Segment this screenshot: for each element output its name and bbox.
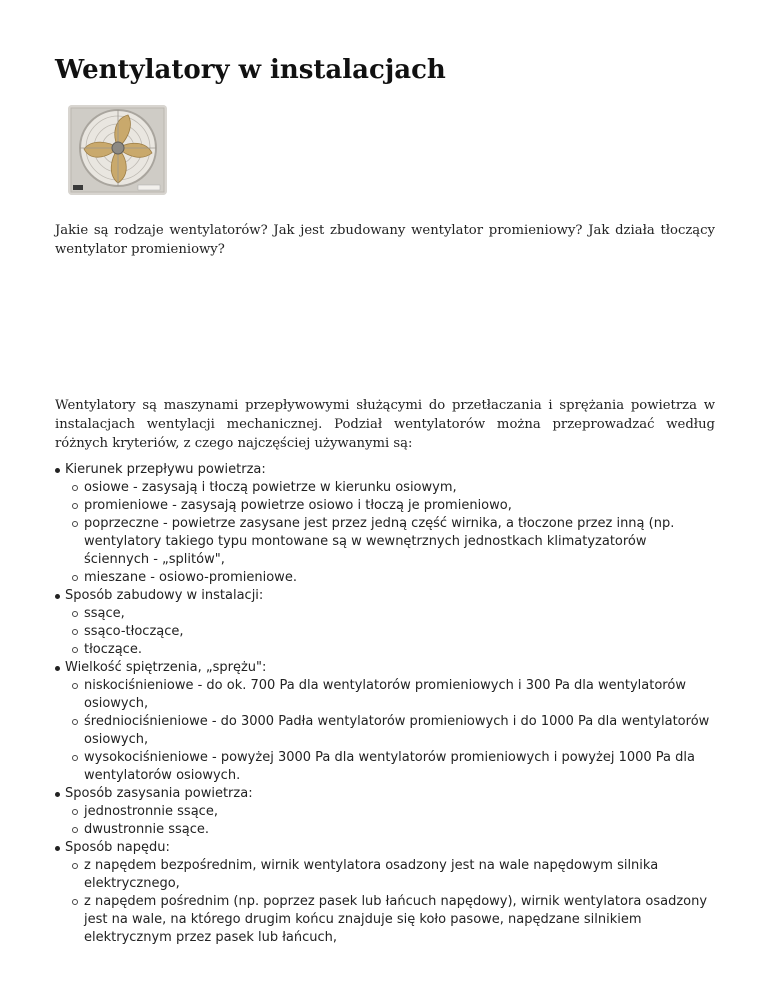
- sublist-item: jednostronnie ssące,: [65, 803, 715, 821]
- sublist: [65, 605, 715, 659]
- sublist-item: wysokociśnieniowe - powyżej 3000 Pa dla wentylatorów promieniowych i powyżej 1000 Pa dla wentylatorów osiowych.: [65, 749, 715, 785]
- criteria-list: [55, 461, 715, 947]
- sublist: [65, 857, 715, 947]
- criteria-label: Sposób napędu:: [65, 840, 170, 855]
- sublist-item: poprzeczne - powietrze zasysane jest przez jedną część wirnika, a tłoczone przez inną (np. wentylatory takiego typu montowane są w wewnętrznych jednostkach klimatyzatorów ściennych - „splitów",: [65, 515, 715, 569]
- criteria-label: Wielkość spiętrzenia, „sprężu":: [65, 660, 267, 675]
- sublist-item: średniociśnieniowe - do 3000 Padła wentylatorów promieniowych i do 1000 Pa dla wentylatorów osiowych,: [65, 713, 715, 749]
- criteria-item: [55, 839, 715, 947]
- sublist-item: promieniowe - zasysają powietrze osiowo i tłoczą je promieniowo,: [65, 497, 715, 515]
- sublist-item: tłoczące.: [65, 641, 715, 659]
- criteria-item: [55, 461, 715, 587]
- sublist-item: osiowe - zasysają i tłoczą powietrze w kierunku osiowym,: [65, 479, 715, 497]
- criteria-label: Kierunek przepływu powietrza:: [65, 462, 266, 477]
- fan-photo: [68, 105, 167, 195]
- sublist: [65, 803, 715, 839]
- sublist-item: mieszane - osiowo-promieniowe.: [65, 569, 715, 587]
- sublist-item: niskociśnieniowe - do ok. 700 Pa dla wentylatorów promieniowych i 300 Pa dla wentylatorów osiowych,: [65, 677, 715, 713]
- sublist-item: dwustronnie ssące.: [65, 821, 715, 839]
- criteria-label: Sposób zabudowy w instalacji:: [65, 588, 264, 603]
- sublist-item: ssące,: [65, 605, 715, 623]
- lead-paragraph: Wentylatory są maszynami przepływowymi służącymi do przetłaczania i sprężania powietrza w instalacjach wentylacji mechanicznej. Podział wentylatorów można przeprowadzać według różnych kryteriów, z czego najczęściej używanymi są:: [55, 398, 715, 451]
- sublist-item: ssąco-tłoczące,: [65, 623, 715, 641]
- criteria-item: [55, 587, 715, 659]
- criteria-label: Sposób zasysania powietrza:: [65, 786, 253, 801]
- page-title: Wentylatory w instalacjach: [55, 55, 446, 85]
- sublist-item: z napędem bezpośrednim, wirnik wentylatora osadzony jest na wale napędowym silnika elektrycznego,: [65, 857, 715, 893]
- sublist-item: z napędem pośrednim (np. poprzez pasek lub łańcuch napędowy), wirnik wentylatora osadzony jest na wale, na którego drugim końcu znajduje się koło pasowe, napędzane silnikiem elektrycznym przez pasek lub łańcuch,: [65, 893, 715, 947]
- sublist: [65, 479, 715, 587]
- criteria-item: [55, 785, 715, 839]
- fan-illustration: [68, 105, 167, 195]
- criteria-item: [55, 659, 715, 785]
- intro-paragraph: Jakie są rodzaje wentylatorów? Jak jest zbudowany wentylator promieniowy? Jak działa tłoczący wentylator promieniowy?: [55, 223, 715, 257]
- sublist: [65, 677, 715, 785]
